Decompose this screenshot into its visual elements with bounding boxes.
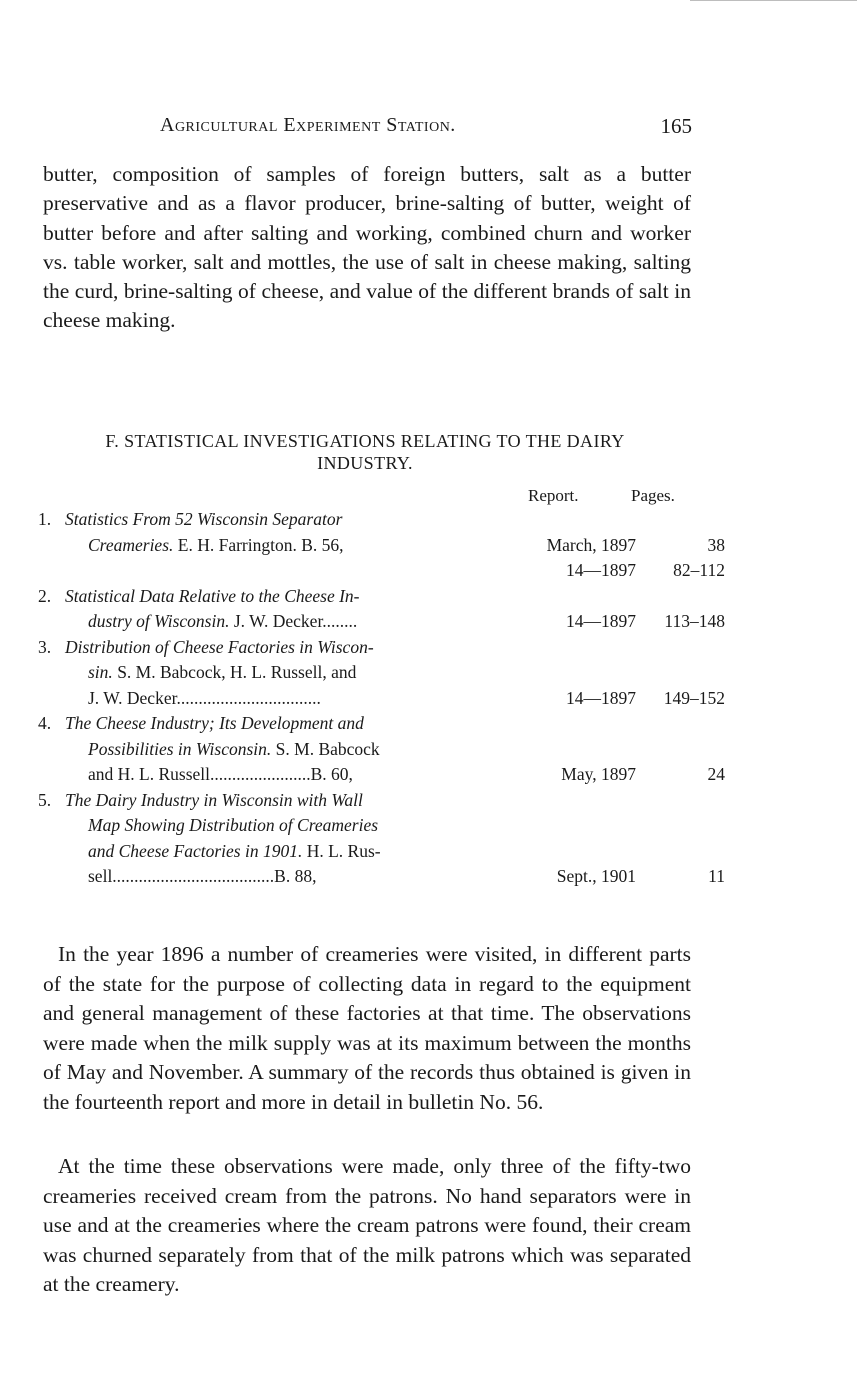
entry-pages: 82–112 <box>673 560 725 580</box>
entry-author: J. W. Decker................................. <box>88 687 321 708</box>
entry-author: J. W. Decker........ <box>229 611 358 631</box>
section-heading-line-2: INDUSTRY. <box>317 453 413 473</box>
entry-author: sell.....................................B. 88, <box>88 866 317 886</box>
list-entry-line <box>38 660 693 686</box>
entry-pages: 11 <box>708 866 725 886</box>
publication-list <box>38 507 725 890</box>
entry-text <box>88 533 344 559</box>
list-entry-line <box>38 533 725 559</box>
entry-text <box>88 813 378 839</box>
section-heading-line-1: F. STATISTICAL INVESTIGATIONS RELATING TO THE DAIRY <box>105 431 625 451</box>
list-entry-line <box>38 635 693 661</box>
list-entry-line <box>38 864 725 890</box>
entry-text <box>65 584 360 610</box>
entry-report: 14—1897 <box>566 560 636 580</box>
column-header-report: Report. <box>528 486 579 505</box>
column-header-pages: Pages. <box>631 486 675 505</box>
list-entry-line <box>38 839 693 865</box>
body-paragraph-2: At the time these observations were made, only three of the fifty-two creameries received cream from the patrons. No hand separators were in use and at the creameries where the cream patrons were found, their cream was churned separately from that of the milk patrons which was separated at the creamery. <box>43 1154 691 1296</box>
list-entry-line <box>38 507 693 533</box>
entry-author: S. M. Babcock, H. L. Russell, and <box>112 662 357 682</box>
entry-author: S. M. Babcock <box>271 738 380 759</box>
entry-title: Statistical Data Relative to the Cheese In- <box>65 585 360 606</box>
section-heading <box>40 430 690 474</box>
entry-pages: 113–148 <box>664 611 725 631</box>
entry-number: 1. <box>38 509 52 529</box>
entry-text <box>88 686 321 712</box>
page-number: 165 <box>660 114 692 138</box>
entry-title: sin. <box>88 662 113 682</box>
entry-author: E. H. Farrington. B. 56, <box>173 534 344 555</box>
entry-title: and Cheese Factories in 1901. <box>88 840 303 861</box>
entry-text <box>88 839 381 865</box>
scan-edge-line <box>690 0 857 1</box>
entry-title: The Cheese Industry; Its Development and <box>65 713 364 733</box>
entry-report: 14—1897 <box>566 687 636 708</box>
entry-report: 14—1897 <box>566 611 636 631</box>
list-entry-line <box>38 737 693 763</box>
entry-title: The Dairy Industry in Wisconsin with Wall <box>65 789 363 810</box>
entry-report: March, 1897 <box>546 534 636 555</box>
entry-text <box>65 711 364 737</box>
entry-number: 4. <box>38 713 52 733</box>
list-entry-line <box>38 813 693 839</box>
entry-text <box>88 660 356 686</box>
entry-pages: 149–152 <box>663 687 725 708</box>
entry-text <box>88 864 316 890</box>
entry-text <box>88 762 353 788</box>
running-header <box>160 114 692 142</box>
entry-text <box>65 788 363 814</box>
entry-text <box>65 507 342 533</box>
entry-title: Map Showing Distribution of Creameries <box>88 815 379 835</box>
list-entry-line <box>38 788 693 814</box>
entry-text <box>65 635 374 661</box>
entry-number: 3. <box>38 636 52 657</box>
entry-text <box>88 609 357 635</box>
entry-number: 5. <box>38 789 52 810</box>
intro-paragraph: butter, composition of samples of foreign butters, salt as a butter preservative and as a flavor producer, brine-salting of butter, weight of butter before and after salting and working, combined churn and worker vs. table worker, salt and mottles, the use of salt in cheese making, salting the curd, brine-salting of cheese, and value of the different brands of salt in cheese making. <box>43 162 691 333</box>
entry-report: Sept., 1901 <box>556 866 636 886</box>
list-entry-line <box>38 711 693 737</box>
entry-pages: 38 <box>707 534 725 555</box>
entry-title: Creameries. <box>88 534 174 555</box>
entry-title: Distribution of Cheese Factories in Wiscon- <box>65 636 374 657</box>
list-entry-line <box>38 609 725 635</box>
entry-report: May, 1897 <box>561 764 636 784</box>
entry-number: 2. <box>38 585 52 606</box>
entry-title: Statistics From 52 Wisconsin Separator <box>65 509 343 529</box>
entry-author: H. L. Rus- <box>302 840 381 861</box>
entry-pages: 24 <box>707 764 725 784</box>
body-paragraph-1: In the year 1896 a number of creameries were visited, in different parts of the state for the purpose of collecting data in regard to the equipment and general management of these factories at that time. The observations were made when the milk supply was at its maximum between the months of May and November. A summary of the records thus obtained is given in the fourteenth report and more in detail in bulletin No. 56. <box>43 942 691 1114</box>
entry-title: dustry of Wisconsin. <box>88 611 230 631</box>
entry-title: Possibilities in Wisconsin. <box>88 738 272 759</box>
list-entry-line <box>38 584 693 610</box>
running-title: Agricultural Experiment Station. <box>160 114 456 136</box>
entry-author: and H. L. Russell.......................B. 60, <box>88 764 353 784</box>
list-entry-line <box>38 558 725 584</box>
list-entry-line <box>38 762 725 788</box>
list-entry-line <box>38 686 725 712</box>
entry-text <box>88 737 380 763</box>
